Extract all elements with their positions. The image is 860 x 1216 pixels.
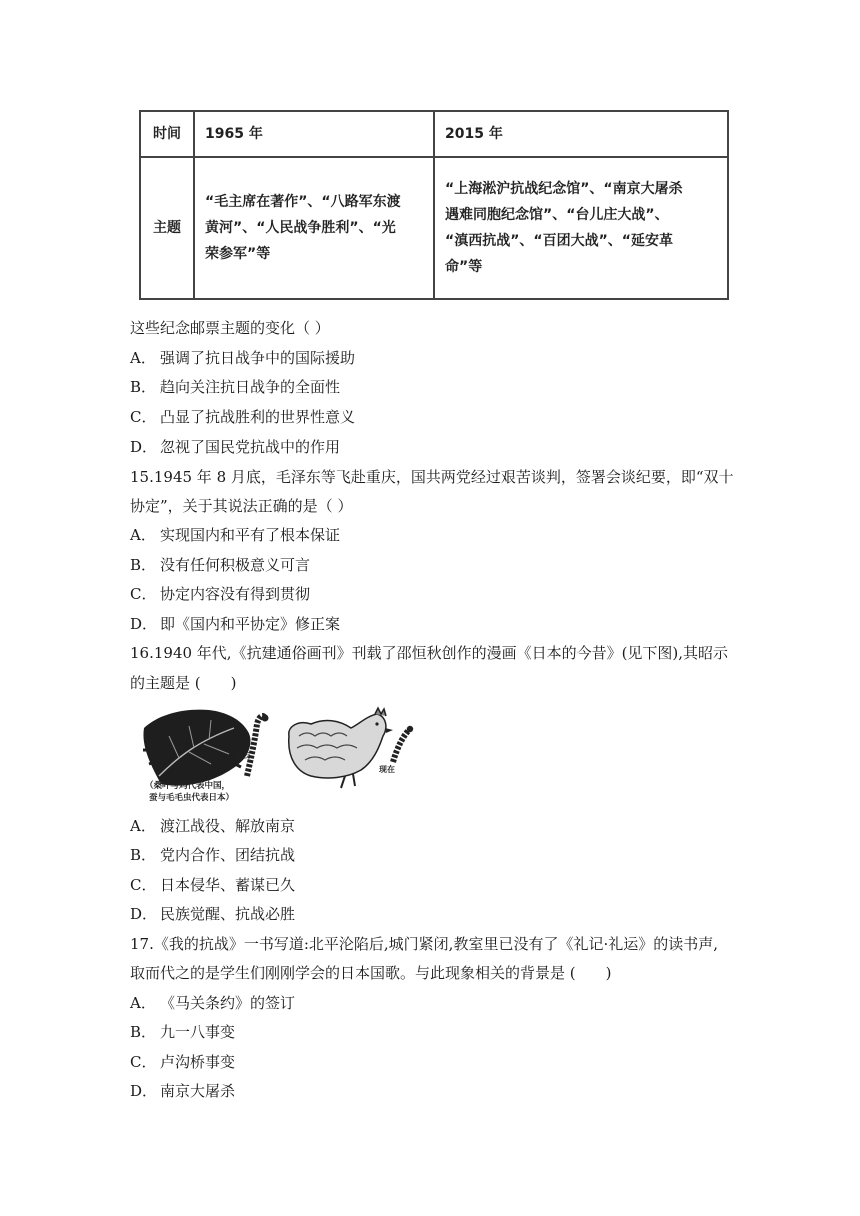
header-1965: 1965 年 bbox=[194, 111, 434, 157]
q16-stem-line2: 的主题是 ( ) bbox=[130, 674, 237, 692]
q17-option-b bbox=[130, 1022, 235, 1042]
caterpillar-icon bbox=[393, 726, 413, 762]
option-text: 民族觉醒、抗战必胜 bbox=[160, 905, 296, 923]
row-label-theme: 主题 bbox=[140, 157, 194, 299]
option-label: B． bbox=[130, 556, 157, 574]
header-2015: 2015 年 bbox=[434, 111, 728, 157]
option-label: D． bbox=[130, 615, 158, 633]
table-header-row bbox=[140, 111, 728, 157]
q17-stem-line1: 17.《我的抗战》一书写道:北平沦陷后,城门紧闭,教室里已没有了《礼记·礼运》的读书声, bbox=[130, 935, 718, 953]
q16-option-d bbox=[130, 904, 295, 924]
q15-option-b bbox=[130, 555, 310, 575]
option-label: A． bbox=[130, 817, 156, 835]
q14-option-d bbox=[130, 437, 340, 457]
cell-line: “滇西抗战”、“百团大战”、“延安革 bbox=[445, 233, 674, 249]
option-text: 党内合作、团结抗战 bbox=[160, 846, 296, 864]
option-label: A． bbox=[130, 349, 156, 367]
q14-stem: 这些纪念邮票主题的变化（ ） bbox=[130, 319, 330, 337]
option-text: 凸显了抗战胜利的世界性意义 bbox=[160, 408, 356, 426]
option-text: 忽视了国民党抗战中的作用 bbox=[160, 438, 341, 456]
option-label: B． bbox=[130, 846, 157, 864]
q16-option-a bbox=[130, 816, 295, 836]
cell-line: “上海淞沪抗战纪念馆”、“南京大屠杀 bbox=[445, 181, 683, 197]
option-label: D． bbox=[130, 905, 158, 923]
option-label: B． bbox=[130, 378, 157, 396]
option-text: 《马关条约》的签订 bbox=[160, 994, 296, 1012]
q14-option-c bbox=[130, 407, 355, 427]
option-text: 九一八事变 bbox=[160, 1023, 236, 1041]
cell-line: 黄河”、“人民战争胜利”、“光 bbox=[205, 220, 396, 236]
option-text: 实现国内和平有了根本保证 bbox=[160, 526, 341, 544]
option-text: 南京大屠杀 bbox=[160, 1082, 236, 1100]
q14-option-a bbox=[130, 348, 355, 368]
option-text: 协定内容没有得到贯彻 bbox=[160, 585, 311, 603]
header-time: 时间 bbox=[140, 111, 194, 157]
option-label: C． bbox=[130, 408, 157, 426]
cell-line: “毛主席在著作”、“八路军东渡 bbox=[205, 194, 401, 210]
option-label: D． bbox=[130, 1082, 158, 1100]
option-text: 强调了抗日战争中的国际援助 bbox=[160, 349, 356, 367]
mulberry-leaf-icon bbox=[143, 710, 250, 786]
q17-option-a bbox=[130, 993, 295, 1013]
option-label: D． bbox=[130, 438, 158, 456]
q17-stem-line2: 取而代之的是学生们刚刚学会的日本国歌。与此现象相关的背景是 ( ) bbox=[130, 964, 612, 982]
q14-option-b bbox=[130, 377, 340, 397]
option-label: C． bbox=[130, 585, 157, 603]
q15-stem-line2: 协定”，关于其说法正确的是（ ） bbox=[130, 497, 353, 515]
option-label: B． bbox=[130, 1023, 157, 1041]
label-past: 过去 bbox=[234, 751, 250, 760]
q15-option-d bbox=[130, 614, 340, 634]
q15-option-a bbox=[130, 525, 340, 545]
caption-line2: 蚕与毛毛虫代表日本） bbox=[149, 793, 235, 803]
cell-line: 命”等 bbox=[445, 259, 483, 275]
q15-option-c bbox=[130, 584, 310, 604]
table-row bbox=[140, 157, 728, 299]
q17-option-c bbox=[130, 1052, 235, 1072]
cell-1965-themes bbox=[194, 157, 434, 299]
option-text: 渡江战役、解放南京 bbox=[160, 817, 296, 835]
japan-past-present-cartoon bbox=[139, 706, 429, 806]
q17-option-d bbox=[130, 1081, 235, 1101]
stamp-theme-table bbox=[139, 110, 729, 300]
silkworm-icon bbox=[247, 715, 269, 777]
option-text: 趋向关注抗日战争的全面性 bbox=[160, 378, 341, 396]
cell-line: 遇难同胞纪念馆”、“台儿庄大战”、 bbox=[445, 207, 669, 223]
option-label: A． bbox=[130, 526, 156, 544]
option-text: 卢沟桥事变 bbox=[160, 1053, 236, 1071]
option-text: 日本侵华、蓄谋已久 bbox=[160, 876, 296, 894]
rooster-icon bbox=[289, 708, 393, 788]
option-label: A． bbox=[130, 994, 156, 1012]
label-now: 现在 bbox=[379, 765, 395, 774]
cell-line: 荣参军”等 bbox=[205, 246, 271, 262]
option-label: C． bbox=[130, 876, 157, 894]
q16-option-b bbox=[130, 845, 295, 865]
cell-2015-themes bbox=[434, 157, 728, 299]
caption-line1: （桑叶与鸡代表中国， bbox=[145, 781, 231, 791]
option-label: C． bbox=[130, 1053, 157, 1071]
q16-option-c bbox=[130, 875, 295, 895]
q15-stem-line1: 15.1945 年 8 月底，毛泽东等飞赴重庆，国共两党经过艰苦谈判，签署会谈纪要，即“双十 bbox=[130, 468, 734, 486]
option-text: 没有任何积极意义可言 bbox=[160, 556, 311, 574]
q16-stem-line1: 16.1940 年代,《抗建通俗画刊》刊载了邵恒秋创作的漫画《日本的今昔》(见下图),其昭示 bbox=[130, 644, 729, 662]
option-text: 即《国内和平协定》修正案 bbox=[160, 615, 341, 633]
